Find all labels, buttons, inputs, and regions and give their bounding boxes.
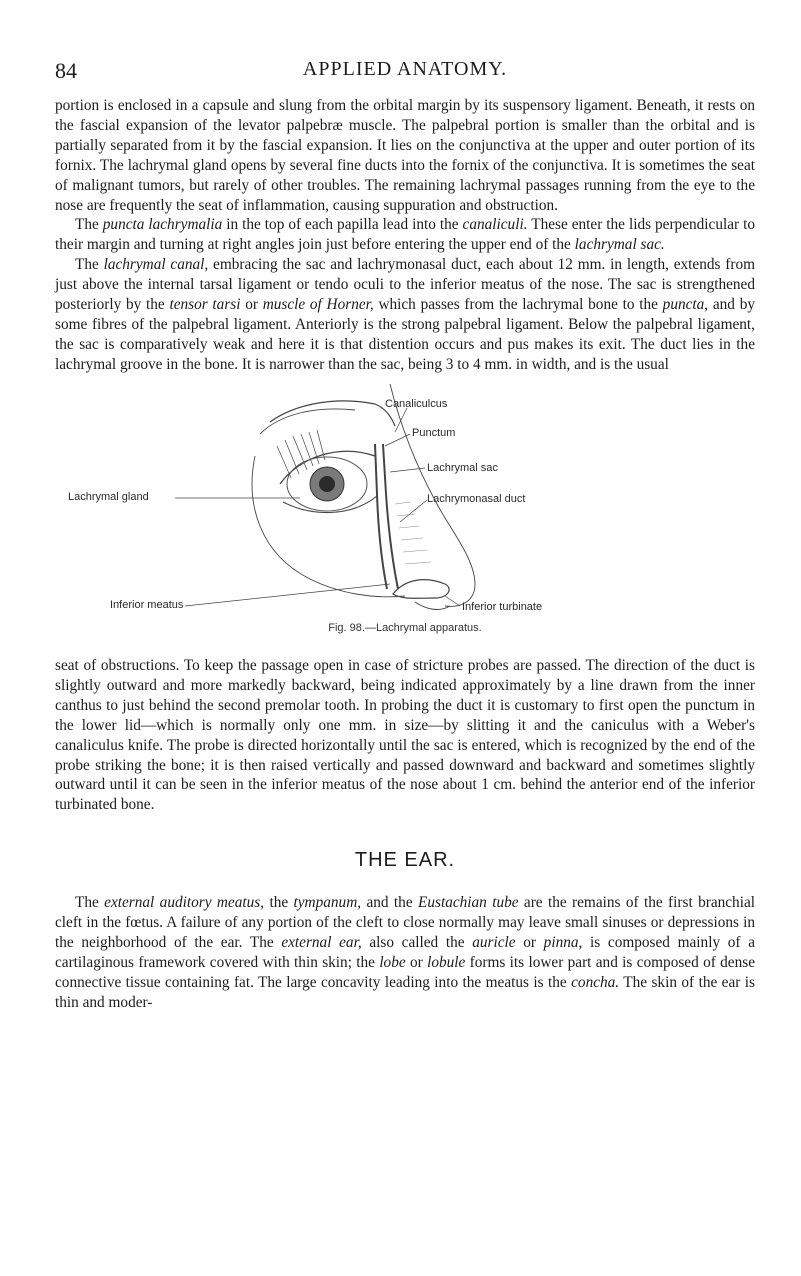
page-number: 84 [55, 58, 77, 83]
running-head: APPLIED ANATOMY. [302, 58, 508, 80]
label-inferior-turbinate: Inferior turbinate [462, 601, 543, 613]
term-tympanum: tympanum, [293, 894, 362, 911]
term-lobe: lobe [379, 953, 406, 971]
paragraph: The puncta lachrymalia in the top of each papilla lead into the canaliculi. These enter the lids perpendicular to their margin and turning at right angles join just before entering the upper end of the lachrymal sac. [55, 216, 755, 254]
term-puncta-lachrymalia: puncta lachrymalia [102, 216, 223, 234]
label-lachrymal-sac: Lachrymal sac [427, 462, 498, 474]
term-canaliculi: canaliculi. [462, 216, 528, 234]
term-pinna: pinna, [543, 933, 583, 951]
term-muscle-of-horner: muscle of Horner, [262, 296, 374, 314]
term-lachrymal-sac: lachrymal sac. [574, 236, 665, 254]
label-punctum: Punctum [412, 427, 456, 439]
label-lachrymal-gland: Lachrymal gland [68, 491, 149, 503]
text-block-top [55, 96, 755, 375]
paragraph: The external auditory meatus, the tympanum, and the Eustachian tube are the remains of the first branchial cleft in the fœtus. A failure of any portion of the cleft to close normally may leave small sinuses or depressions in the neighborhood of the ear. The external ear, also called the auricle or pinna, is composed mainly of a cartilaginous framework covered with thin skin; the lobe or lobule forms its lower part and is composed of dense connective tissue containing fat. The large concavity leading into the meatus is the concha. The skin of the ear is thin and moder- [55, 894, 755, 1011]
text-block-middle [55, 656, 755, 815]
label-lachrymonasal-duct: Lachrymonasal duct [427, 493, 526, 505]
page-header [55, 58, 755, 86]
eye-drawing [287, 457, 367, 511]
term-puncta: puncta, [662, 296, 709, 314]
term-auricle: auricle [472, 933, 516, 951]
paragraph: The lachrymal canal, embracing the sac and lachrymonasal duct, each about 12 mm. in length, extends from just above the internal tarsal ligament or tendo oculi to the inferior meatus of the nose. The sac is strengthened posteriorly by the tensor tarsi or muscle of Horner, which passes from the lachrymal bone to the puncta, and by some fibres of the palpebral ligament. Anteriorly is the strong palpebral ligament. Below the palpebral ligament, the sac is comparatively weak and here it is that distention occurs and pus makes its exit. The duct lies in the lachrymal groove in the bone. It is narrower than the sac, being 3 to 4 mm. in width, and is the usual [55, 256, 755, 373]
term-lachrymal-canal: lachrymal canal, [103, 256, 209, 274]
figure-lachrymal-apparatus [55, 384, 755, 640]
term-lobule: lobule [427, 953, 466, 971]
term-concha: concha. [571, 973, 620, 991]
figure-caption: Fig. 98.—Lachrymal apparatus. [328, 622, 482, 634]
term-external-ear: external ear, [281, 933, 362, 951]
label-inferior-meatus: Inferior meatus [110, 599, 184, 611]
term-external-auditory-meatus: external auditory meatus, [104, 894, 265, 911]
paragraph: seat of obstructions. To keep the passage open in case of stricture probes are passed. The direction of the duct is slightly outward and more markedly backward, being indicated approximately by a line drawn from the inner canthus to just behind the second premolar tooth. In probing the duct it is customary to first open the punctum in the lower lid—which is normally only one mm. in size—by slitting it and the caniculus with a Weber's canaliculus knife. The probe is directed horizontally until the sac is entered, which is recognized by the end of the probe striking the bone; it is then raised vertically and passed downward and backward and sometimes slightly outward until it can be seen in the inferior meatus of the nose about 1 cm. behind the anterior end of the inferior turbinated bone. [55, 657, 755, 814]
term-eustachian-tube: Eustachian tube [418, 894, 519, 911]
label-canaliculus: Canaliculcus [385, 398, 448, 410]
text-block-ear [55, 893, 755, 1012]
term-tensor-tarsi: tensor tarsi [169, 296, 241, 314]
paragraph: portion is enclosed in a capsule and slung from the orbital margin by its suspensory ligament. Beneath, it rests on the fascial expansion of the levator palpebræ muscle. The palpebral portion is smaller than the orbital and is partially separated from it by the fascial expansion. It lies on the conjunctiva at the upper and outer portion of its fornix. The lachrymal gland opens by several fine ducts into the fornix of the conjunctiva. It is sometimes the seat of malignant tumors, but rarely of other troubles. The remaining lachrymal passages running from the eye to the nose are frequently the seat of inflammation, causing suppuration and obstruction. [55, 97, 755, 214]
section-title-the-ear: THE EAR. [354, 849, 456, 871]
